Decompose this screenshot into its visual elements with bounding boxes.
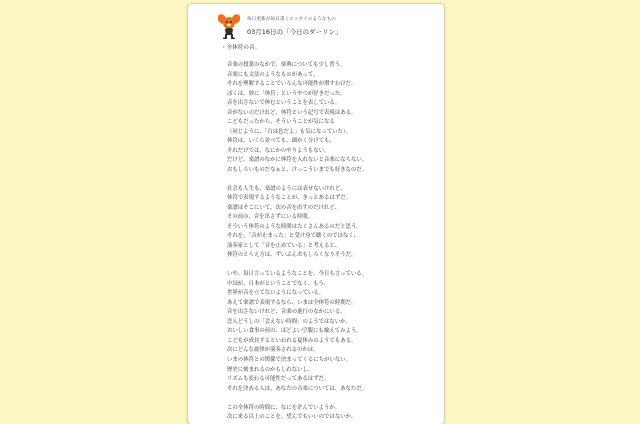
article-line: 楽譜はそこにいて、次の音を出すのだけれど、 bbox=[227, 204, 341, 211]
article-line: 次に来る以上のことを、望んでもいいのではないか。 bbox=[227, 414, 357, 421]
article-line: 音がないのだけれど、休符という記号で表現はある。 bbox=[227, 109, 357, 116]
article-line: いまの休符との関係で決まってくるにちがいない。 bbox=[227, 356, 351, 363]
article-line: リズムも変わる可能性だってあるはずだ。 bbox=[227, 376, 330, 383]
article-line bbox=[227, 394, 437, 404]
article-line: 音楽の授業のなかで、楽典についても少し習う。 bbox=[227, 62, 346, 68]
article-line: 休符で表現するようなことが、きっとあるはずだ。 bbox=[227, 195, 351, 202]
article-line bbox=[227, 261, 437, 271]
article-line: いや、毎日言っているようなことを、今日も言っている。 bbox=[227, 271, 368, 278]
article-card bbox=[188, 4, 444, 424]
entry-date-title: 03月16日の「今日のダーリン」 bbox=[247, 28, 342, 36]
article-title: ・全休符の音。 bbox=[221, 45, 261, 51]
article-line: 音を出さないで休むということを表している。 bbox=[227, 100, 341, 107]
article-line: こどもが成長するといわれる夏休みのようでもある。 bbox=[227, 337, 357, 344]
site-title[interactable]: 毎日更新が毎日書くエッセイのようなもの bbox=[247, 17, 336, 22]
article-body bbox=[227, 61, 437, 423]
article-line bbox=[227, 175, 437, 185]
article-line: 休符は、いくら並べても、細かく分けても、 bbox=[227, 138, 335, 145]
article-line: 歴史に刻まれるのかもしれないし、 bbox=[227, 366, 314, 373]
article-line: （同じように、「白は色だよ」も気になっていた）。 bbox=[227, 128, 351, 135]
article-line: あえて楽譜で表現するなら、いまは全休符の時期だ。 bbox=[227, 299, 357, 306]
mascot-logo-icon[interactable] bbox=[218, 13, 240, 39]
article-line: 中国が、日本がということでなく、もう、 bbox=[227, 280, 330, 287]
article-line: それだけでは、なにかのやりようもない。 bbox=[227, 147, 330, 154]
article-line: 音楽にも文法のようなものがあって、 bbox=[227, 71, 319, 78]
article-line: だけど、楽譜のなかに休符を入れないと音楽にならない。 bbox=[227, 157, 368, 164]
article-line: おいしい食事の前の、ほどよい空腹にも喩えてみよう。 bbox=[227, 328, 362, 335]
article-line: 社会も人生も、楽譜のようには表せないけれど、 bbox=[227, 185, 346, 192]
site-header bbox=[218, 13, 438, 47]
article-line: そういう休符のような時間はたくさんあるのだと思う。 bbox=[227, 223, 362, 230]
article-line: それを、「音が止まった」と受け身で聴くのではなく、 bbox=[227, 233, 359, 240]
article-line: それを決める人は、あなたの音楽については、あなただ。 bbox=[227, 385, 368, 392]
article-line: 次にどんな旋律が演奏されるのかは、 bbox=[227, 347, 319, 354]
article-line: 演奏家として「音を止めている」と考えると、 bbox=[227, 242, 341, 249]
article-line: 休符のとらえ方は、ずいぶんおもしろくなりそうだ。 bbox=[227, 252, 357, 259]
article-line: おもしろいものだなぁと、けっこういまでも好きなのだ。 bbox=[227, 166, 368, 173]
article-line: 音を出さないけれど、音楽の進行のなかにいる。 bbox=[227, 309, 346, 316]
article-line: 世界が音を立てないようになっている。 bbox=[227, 290, 325, 297]
article-line: それを理解することでいろんな可能性が増すわけだ。 bbox=[227, 81, 357, 88]
article-line: ぼくは、妙に「休符」というやつが好きだった。 bbox=[227, 90, 346, 97]
article-line: この全休符の時間に、なにを企んでいようか。 bbox=[227, 404, 341, 411]
article-line: 恋人どうしの「会えない時間」のようではないか。 bbox=[227, 318, 351, 325]
article-line: その前の、音を出さずにいる時間。 bbox=[227, 214, 314, 221]
article-line: こどもだったから、そういうことが気になる bbox=[227, 119, 335, 126]
